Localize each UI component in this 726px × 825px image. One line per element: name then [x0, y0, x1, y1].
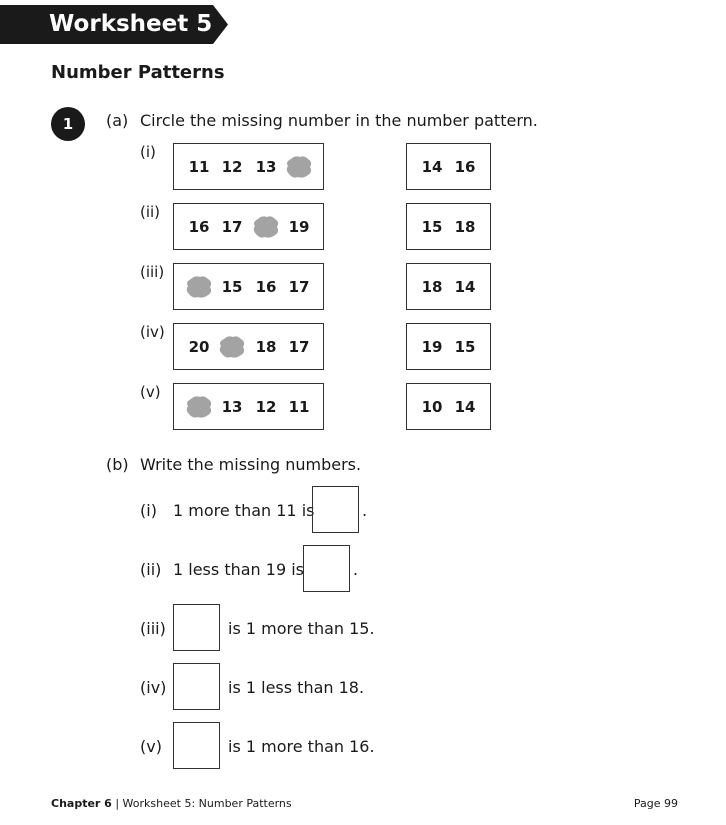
part-a-label: (a)	[106, 111, 129, 130]
missing-number-blot-icon	[185, 395, 213, 419]
pattern-number: 11	[188, 157, 210, 176]
part-b-item-iv-text: is 1 less than 18.	[228, 678, 365, 697]
pattern-number: 13	[255, 157, 277, 176]
part-b-item-ii-period: .	[353, 560, 359, 579]
footer-chapter-info	[51, 797, 292, 810]
part-b-item-v-text: is 1 more than 16.	[228, 737, 375, 756]
pattern-number: 13	[221, 397, 243, 416]
choice-box-ii	[406, 203, 491, 250]
part-b-item-iv-label: (iv)	[140, 678, 167, 697]
pattern-box-ii	[173, 203, 324, 250]
part-b-item-iii-label: (iii)	[140, 619, 166, 638]
answer-box-i[interactable]	[312, 486, 359, 533]
choice-number[interactable]: 16	[454, 157, 476, 176]
choice-number[interactable]: 14	[454, 397, 476, 416]
choice-box-iii	[406, 263, 491, 310]
pattern-number: 12	[255, 397, 277, 416]
pattern-box-iv	[173, 323, 324, 370]
part-a-item-i-label: (i)	[140, 143, 156, 161]
pattern-number: 17	[288, 337, 310, 356]
choice-box-i	[406, 143, 491, 190]
pattern-number: 12	[221, 157, 243, 176]
worksheet-title: Worksheet 5	[49, 11, 213, 37]
part-b-item-iii-text: is 1 more than 15.	[228, 619, 375, 638]
missing-number-blot-icon	[285, 155, 313, 179]
part-b-item-i-label: (i)	[140, 501, 157, 520]
pattern-box-v	[173, 383, 324, 430]
choice-number[interactable]: 14	[421, 157, 443, 176]
choice-number[interactable]: 18	[454, 217, 476, 236]
pattern-number: 11	[288, 397, 310, 416]
missing-number-blot-icon	[218, 335, 246, 359]
pattern-box-iii	[173, 263, 324, 310]
pattern-number: 19	[288, 217, 310, 236]
choice-box-v	[406, 383, 491, 430]
answer-box-ii[interactable]	[303, 545, 350, 592]
choice-number[interactable]: 15	[454, 337, 476, 356]
footer-chapter: Chapter 6	[51, 797, 112, 810]
footer-page-number: Page 99	[633, 797, 678, 810]
part-a-item-ii-label: (ii)	[140, 203, 161, 221]
part-b-label: (b)	[106, 455, 129, 474]
pattern-number: 18	[255, 337, 277, 356]
choice-number[interactable]: 15	[421, 217, 443, 236]
pattern-number: 17	[288, 277, 310, 296]
part-a-instruction: Circle the missing number in the number pattern.	[140, 111, 538, 130]
part-b-item-i-period: .	[362, 501, 368, 520]
footer-section: Worksheet 5: Number Patterns	[122, 797, 292, 810]
worksheet-subtitle: Number Patterns	[51, 62, 225, 83]
answer-box-v[interactable]	[173, 722, 220, 769]
pattern-number: 16	[255, 277, 277, 296]
answer-box-iv[interactable]	[173, 663, 220, 710]
part-a-item-v-label: (v)	[140, 383, 161, 401]
pattern-number: 16	[188, 217, 210, 236]
part-a-item-iii-label: (iii)	[140, 263, 165, 281]
missing-number-blot-icon	[185, 275, 213, 299]
part-a-item-iv-label: (iv)	[140, 323, 165, 341]
pattern-box-i	[173, 143, 324, 190]
choice-number[interactable]: 10	[421, 397, 443, 416]
part-b-item-i-text: 1 more than 11 is	[173, 501, 315, 520]
pattern-number: 15	[221, 277, 243, 296]
choice-box-iv	[406, 323, 491, 370]
worksheet-banner	[0, 5, 228, 44]
choice-number[interactable]: 14	[454, 277, 476, 296]
choice-number[interactable]: 18	[421, 277, 443, 296]
question-number-badge: 1	[51, 107, 85, 141]
part-b-instruction: Write the missing numbers.	[140, 455, 362, 474]
part-b-item-v-label: (v)	[140, 737, 162, 756]
part-b-item-ii-label: (ii)	[140, 560, 162, 579]
missing-number-blot-icon	[252, 215, 280, 239]
pattern-number: 20	[188, 337, 210, 356]
pattern-number: 17	[221, 217, 243, 236]
footer-separator: |	[115, 797, 120, 810]
choice-number[interactable]: 19	[421, 337, 443, 356]
part-b-item-ii-text: 1 less than 19 is	[173, 560, 304, 579]
answer-box-iii[interactable]	[173, 604, 220, 651]
